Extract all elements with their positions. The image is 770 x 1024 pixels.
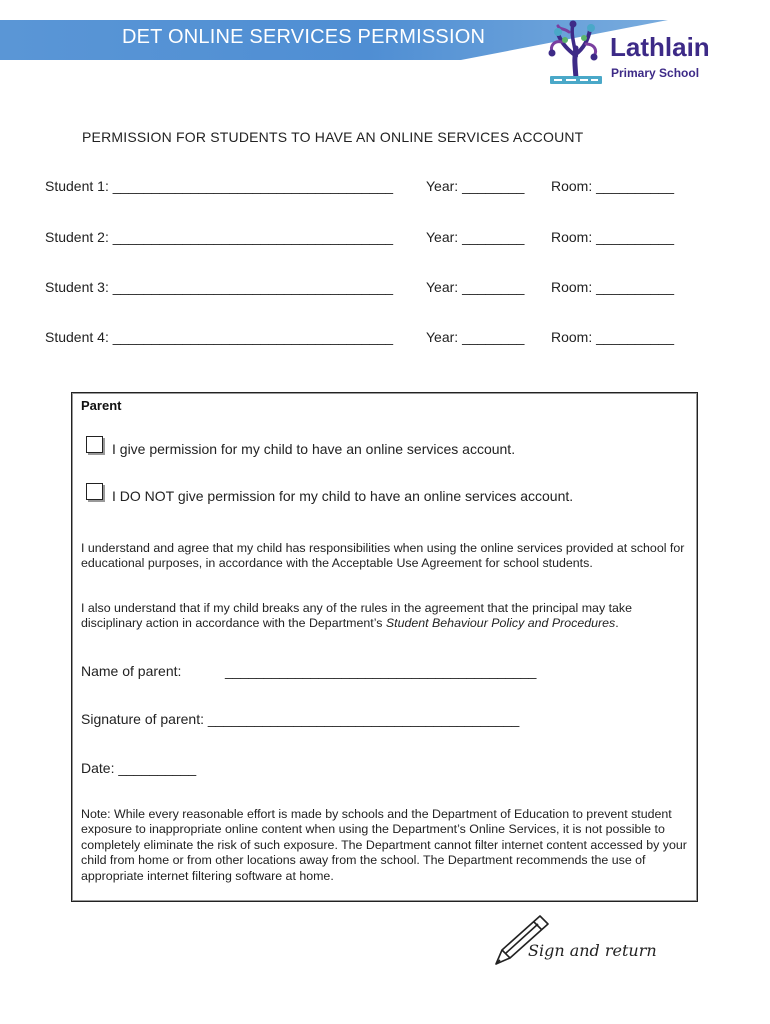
- date-field[interactable]: Date: __________: [81, 760, 197, 776]
- room-field[interactable]: Room: __________: [551, 178, 674, 194]
- agreement-paragraph: I understand and agree that my child has responsibilities when using the online services provided at school for educational purposes, in accordance with the Acceptable Use Agreement for school students.: [81, 541, 685, 571]
- year-field[interactable]: Year: ________: [426, 229, 525, 245]
- permission-no-checkbox[interactable]: [86, 483, 103, 500]
- student-name-field[interactable]: Student 4: ____________________________________: [45, 329, 394, 345]
- room-field[interactable]: Room: __________: [551, 329, 674, 345]
- student-row: [45, 178, 705, 198]
- note-paragraph: Note: While every reasonable effort is made by schools and the Department of Education to prevent student exposure to inappropriate online content when using the Department’s Online Services, it is not possible to completely eliminate the risk of such exposure. The Department cannot filter internet content accessed by your child from home or from other locations away from the school. The Department recommends the use of appropriate internet filtering software at home.: [81, 807, 687, 883]
- student-row: [45, 329, 705, 349]
- permission-no-label: I DO NOT give permission for my child to have an online services account.: [112, 488, 574, 504]
- student-row: [45, 229, 705, 249]
- parent-box-title: Parent: [81, 398, 122, 413]
- year-field[interactable]: Year: ________: [426, 178, 525, 194]
- banner-title: DET ONLINE SERVICES PERMISSION: [122, 26, 486, 48]
- parent-signature-field[interactable]: Signature of parent: ________________________________________: [81, 711, 520, 727]
- logo-name: Lathlain: [610, 32, 710, 62]
- parent-name-field[interactable]: ________________________________________: [225, 663, 537, 679]
- disciplinary-text: I also understand that if my child breaks any of the rules in the agreement that the principal may take disciplinary action in accordance with the Department’s: [81, 601, 632, 631]
- policy-title: Student Behaviour Policy and Procedures: [385, 616, 616, 631]
- student-name-field[interactable]: Student 2: ____________________________________: [45, 229, 394, 245]
- logo-subtitle: Primary School: [611, 66, 700, 80]
- student-name-field[interactable]: Student 1: ____________________________________: [45, 178, 394, 194]
- room-field[interactable]: Room: __________: [551, 229, 674, 245]
- year-field[interactable]: Year: ________: [426, 279, 525, 295]
- student-name-field[interactable]: Student 3: ____________________________________: [45, 279, 394, 295]
- student-row: [45, 279, 705, 299]
- permission-yes-label: I give permission for my child to have an online services account.: [112, 441, 516, 457]
- tree-logo-icon: [549, 21, 598, 79]
- year-field[interactable]: Year: ________: [426, 329, 525, 345]
- form-heading: PERMISSION FOR STUDENTS TO HAVE AN ONLINE SERVICES ACCOUNT: [82, 129, 584, 145]
- sign-and-return-text: Sign and return: [528, 941, 657, 960]
- permission-yes-checkbox[interactable]: [86, 436, 103, 453]
- parent-name-label: Name of parent:: [81, 663, 182, 679]
- disciplinary-paragraph: [81, 601, 691, 632]
- disciplinary-end: .: [615, 616, 619, 631]
- room-field[interactable]: Room: __________: [551, 279, 674, 295]
